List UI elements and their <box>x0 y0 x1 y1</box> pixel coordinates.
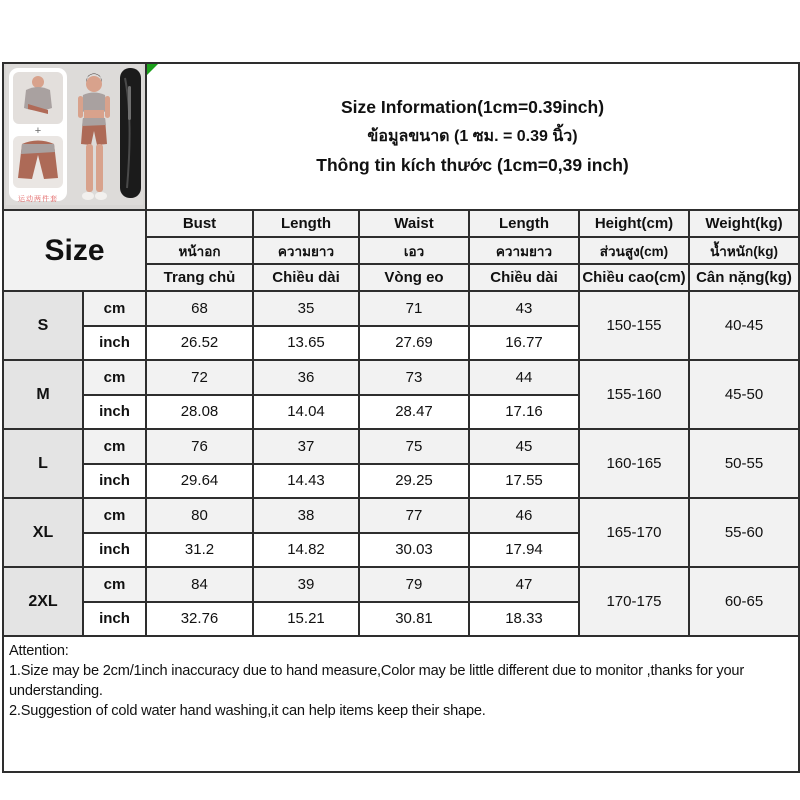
height-range-2xl: 170-175 <box>579 567 689 636</box>
height-range-s: 150-155 <box>579 291 689 360</box>
data-cell: 46 <box>469 498 579 533</box>
data-cell: 71 <box>359 291 469 326</box>
height-range-m: 155-160 <box>579 360 689 429</box>
title-cell <box>146 63 799 210</box>
data-cell: 36 <box>253 360 359 395</box>
data-cell: 26.52 <box>146 326 253 361</box>
unit-inch: inch <box>83 395 146 430</box>
header-length2-vi: Chiều dài <box>469 264 579 291</box>
unit-cm: cm <box>83 291 146 326</box>
unit-cm: cm <box>83 567 146 602</box>
data-cell: 45 <box>469 429 579 464</box>
weight-range-xl: 55-60 <box>689 498 799 567</box>
data-cell: 30.03 <box>359 533 469 568</box>
data-cell: 72 <box>146 360 253 395</box>
header-weight-en: Weight(kg) <box>689 210 799 237</box>
data-cell: 30.81 <box>359 602 469 637</box>
size-chart-sheet <box>2 62 800 773</box>
data-cell: 28.08 <box>146 395 253 430</box>
data-cell: 31.2 <box>146 533 253 568</box>
header-bust-vi: Trang chủ <box>146 264 253 291</box>
size-label-m: M <box>3 360 83 429</box>
data-cell: 75 <box>359 429 469 464</box>
green-corner-marker-icon <box>147 64 158 75</box>
header-row-english <box>3 210 799 237</box>
header-waist-vi: Vòng eo <box>359 264 469 291</box>
header-bust-en: Bust <box>146 210 253 237</box>
header-length-vi: Chiều dài <box>253 264 359 291</box>
data-cell: 76 <box>146 429 253 464</box>
attention-cell <box>3 636 799 772</box>
header-height-vi: Chiều cao(cm) <box>579 264 689 291</box>
height-range-l: 160-165 <box>579 429 689 498</box>
size-label-s: S <box>3 291 83 360</box>
row-xl-cm <box>3 498 799 533</box>
data-cell: 47 <box>469 567 579 602</box>
header-bust-th: หน้าอก <box>146 237 253 264</box>
header-height-en: Height(cm) <box>579 210 689 237</box>
unit-cm: cm <box>83 429 146 464</box>
data-cell: 17.55 <box>469 464 579 499</box>
data-cell: 44 <box>469 360 579 395</box>
data-cell: 68 <box>146 291 253 326</box>
data-cell: 29.64 <box>146 464 253 499</box>
data-cell: 15.21 <box>253 602 359 637</box>
size-label-xl: XL <box>3 498 83 567</box>
data-cell: 14.04 <box>253 395 359 430</box>
size-header: Size <box>3 210 146 291</box>
header-length-th: ความยาว <box>253 237 359 264</box>
size-table <box>2 62 800 773</box>
data-cell: 29.25 <box>359 464 469 499</box>
title-english: Size Information(1cm=0.39inch) <box>340 97 605 117</box>
height-range-xl: 165-170 <box>579 498 689 567</box>
data-cell: 17.94 <box>469 533 579 568</box>
data-cell: 39 <box>253 567 359 602</box>
header-weight-vi: Cân nặng(kg) <box>689 264 799 291</box>
header-waist-th: เอว <box>359 237 469 264</box>
row-l-cm <box>3 429 799 464</box>
thumb-caption: 运动两件套 <box>18 196 58 203</box>
unit-inch: inch <box>83 533 146 568</box>
header-length2-th: ความยาว <box>469 237 579 264</box>
product-photo <box>4 64 145 209</box>
plus-icon: + <box>34 125 42 137</box>
weight-range-l: 50-55 <box>689 429 799 498</box>
data-cell: 28.47 <box>359 395 469 430</box>
data-cell: 18.33 <box>469 602 579 637</box>
data-cell: 43 <box>469 291 579 326</box>
data-cell: 14.43 <box>253 464 359 499</box>
header-length2-en: Length <box>469 210 579 237</box>
media-title-row <box>3 63 799 210</box>
weight-range-2xl: 60-65 <box>689 567 799 636</box>
data-cell: 37 <box>253 429 359 464</box>
attention-note-2: 2.Suggestion of cold water hand washing,it can help items keep their shape. <box>9 703 486 719</box>
size-label-l: L <box>3 429 83 498</box>
unit-inch: inch <box>83 326 146 361</box>
data-cell: 32.76 <box>146 602 253 637</box>
row-s-cm <box>3 291 799 326</box>
weight-range-s: 40-45 <box>689 291 799 360</box>
data-cell: 17.16 <box>469 395 579 430</box>
header-weight-th: น้ำหนัก(kg) <box>689 237 799 264</box>
data-cell: 27.69 <box>359 326 469 361</box>
row-m-cm <box>3 360 799 395</box>
size-label-2xl: 2XL <box>3 567 83 636</box>
data-cell: 14.82 <box>253 533 359 568</box>
attention-row <box>3 636 799 772</box>
data-cell: 84 <box>146 567 253 602</box>
product-preview-cell <box>3 63 146 210</box>
header-waist-en: Waist <box>359 210 469 237</box>
data-cell: 77 <box>359 498 469 533</box>
unit-cm: cm <box>83 360 146 395</box>
attention-note-1: 1.Size may be 2cm/1inch inaccuracy due to hand measure,Color may be little different due to monitor ,thanks for your understanding. <box>9 663 744 699</box>
row-2xl-cm <box>3 567 799 602</box>
weight-range-m: 45-50 <box>689 360 799 429</box>
header-length-en: Length <box>253 210 359 237</box>
unit-cm: cm <box>83 498 146 533</box>
data-cell: 79 <box>359 567 469 602</box>
unit-inch: inch <box>83 464 146 499</box>
data-cell: 38 <box>253 498 359 533</box>
data-cell: 13.65 <box>253 326 359 361</box>
data-cell: 80 <box>146 498 253 533</box>
attention-heading: Attention: <box>9 643 69 659</box>
unit-inch: inch <box>83 602 146 637</box>
data-cell: 16.77 <box>469 326 579 361</box>
data-cell: 35 <box>253 291 359 326</box>
data-cell: 73 <box>359 360 469 395</box>
header-height-th: ส่วนสูง(cm) <box>579 237 689 264</box>
title-thai: ข้อมูลขนาด (1 ซม. = 0.39 นิ้ว) <box>367 128 578 145</box>
title-vietnamese: Thông tin kích thước (1cm=0,39 inch) <box>316 155 629 175</box>
